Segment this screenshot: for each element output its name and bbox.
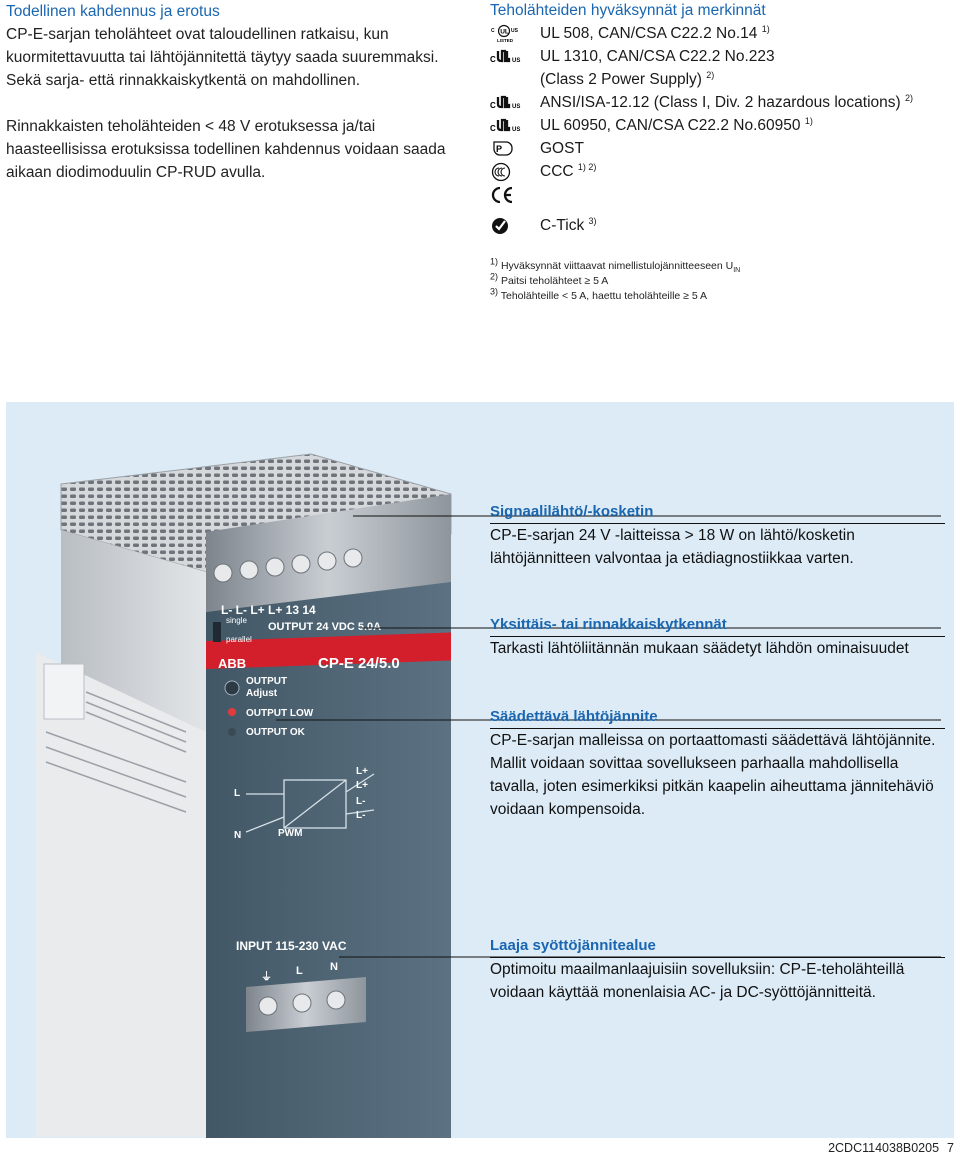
feature-text: Optimoitu maailmanlaajuisiin sovelluksiin: CP-E-teholähteillä voidaan käyttää monenlaisia AC- ja DC-syöttöjännitteitä. bbox=[490, 961, 905, 1001]
approval-note: 2) bbox=[706, 69, 715, 80]
feature-text: CP-E-sarjan 24 V -laitteissa > 18 W on lähtö/kosketin lähtöjännitteen valvontaa ja etädiagnostiikkaa varten. bbox=[490, 527, 855, 567]
approval-item bbox=[490, 45, 950, 68]
input-rating-label: INPUT 115-230 VAC bbox=[236, 939, 347, 953]
approvals-section bbox=[490, 0, 950, 304]
approval-text: CCC bbox=[540, 163, 574, 180]
svg-text:US: US bbox=[512, 58, 521, 64]
ccc-icon bbox=[490, 162, 524, 182]
footnote-number: 3) bbox=[490, 286, 499, 297]
diagram-output-label: L+ bbox=[356, 780, 368, 791]
ul-listed-text: LISTED bbox=[497, 38, 514, 43]
switch-single-label: single bbox=[226, 616, 247, 625]
input-terminal-label: N bbox=[330, 961, 338, 973]
approval-text: UL 60950, CAN/CSA C22.2 No.60950 bbox=[540, 117, 801, 134]
footnote-text: Hyväksynnät viittaavat nimellistulojännitteeseen U bbox=[500, 260, 734, 272]
product-panel bbox=[6, 402, 954, 1138]
intro-section bbox=[6, 0, 476, 184]
input-terminal-label: L bbox=[296, 965, 303, 977]
footnote-number: 2) bbox=[490, 271, 499, 282]
gost-letter: P bbox=[496, 144, 503, 154]
feature-text: Tarkasti lähtöliitännän mukaan säädetyt lähdön ominaisuudet bbox=[490, 640, 909, 657]
approval-item bbox=[490, 68, 950, 91]
approval-text: UL 508, CAN/CSA C22.2 No.14 bbox=[540, 25, 758, 42]
output-rating-label: OUTPUT 24 VDC 5.0A bbox=[268, 621, 382, 633]
redundancy-paragraph: Rinnakkaisten teholähteiden < 48 V erotuksessa ja/tai haasteellisissa erotuksissa todellinen kahdennus voidaan saada aikaan diodimoduulin CP-RUD avulla. bbox=[6, 118, 446, 181]
approval-note: 1) 2) bbox=[577, 161, 597, 172]
output-low-label: OUTPUT LOW bbox=[246, 708, 314, 719]
approval-item bbox=[490, 214, 950, 237]
svg-text:UL: UL bbox=[500, 28, 509, 36]
adjust-label-2: Adjust bbox=[246, 688, 278, 699]
approval-text: C-Tick bbox=[540, 217, 585, 234]
approval-item bbox=[490, 114, 950, 137]
feature-title: Laaja syöttöjännitealue bbox=[490, 935, 945, 958]
approval-item bbox=[490, 137, 950, 160]
feature-signal-output bbox=[490, 501, 945, 570]
approval-item bbox=[490, 22, 950, 45]
ul-listed-icon bbox=[490, 24, 524, 44]
model-label: CP-E 24/5.0 bbox=[318, 655, 400, 672]
ce-icon bbox=[490, 185, 524, 205]
document-number: 2CDC114038B0205 bbox=[828, 1141, 940, 1155]
footnote bbox=[490, 256, 950, 275]
diagram-output-label: L+ bbox=[356, 766, 368, 777]
gost-icon bbox=[490, 139, 524, 159]
footnote-subscript: IN bbox=[733, 267, 741, 275]
footnote-number: 1) bbox=[490, 256, 499, 267]
footnotes bbox=[490, 256, 950, 304]
svg-text:C: C bbox=[490, 55, 496, 64]
svg-text:US: US bbox=[512, 127, 521, 133]
approval-text: ANSI/ISA-12.12 (Class I, Div. 2 hazardous locations) bbox=[540, 94, 901, 111]
feature-text: CP-E-sarjan malleissa on portaattomasti säädettävä lähtöjännite. Mallit voidaan sovittaa sovellukseen parhaalla mahdollisella tavalla, joten esimerkiksi pitkän kaapelin aiheuttama jännitehäviö voidaan kompensoida. bbox=[490, 732, 936, 818]
top-terminal-labels: L- L- L+ L+ 13 14 bbox=[221, 603, 316, 617]
approval-note: 1) bbox=[804, 115, 813, 126]
diagram-n-label: N bbox=[234, 830, 242, 841]
approval-note: 1) bbox=[761, 23, 770, 34]
feature-adjustable-voltage bbox=[490, 706, 945, 821]
approval-item bbox=[490, 160, 950, 183]
feature-wide-input-range bbox=[490, 935, 945, 1004]
feature-title: Signaalilähtö/-kosketin bbox=[490, 501, 945, 524]
footnote-text: Paitsi teholähteet ≥ 5 A bbox=[500, 275, 609, 287]
approval-text: GOST bbox=[540, 140, 584, 157]
approvals-list bbox=[490, 22, 950, 237]
section-title: Todellinen kahdennus ja erotus bbox=[6, 3, 220, 20]
ul-us-mark: US bbox=[511, 28, 518, 34]
output-ok-label: OUTPUT OK bbox=[246, 727, 305, 738]
ul-recognized-icon bbox=[490, 47, 524, 67]
brand-logo: ABB bbox=[218, 656, 247, 671]
approval-text: (Class 2 Power Supply) bbox=[540, 71, 702, 88]
page-footer bbox=[828, 1141, 954, 1155]
footnote bbox=[490, 286, 950, 304]
input-terminal-label: ⏚ bbox=[261, 971, 272, 983]
intro-paragraph: CP-E-sarjan teholähteet ovat taloudellinen ratkaisu, kun kuormitettavuutta tai lähtöjännitettä täytyy saada suuremmaksi. Sekä sarja- että rinnakkaiskytkentä on mahdollinen. bbox=[6, 26, 439, 89]
svg-text:C: C bbox=[490, 124, 496, 133]
page-number: 7 bbox=[947, 1141, 954, 1155]
approvals-title: Teholähteiden hyväksynnät ja merkinnät bbox=[490, 2, 766, 19]
diagram-l-label: L bbox=[234, 788, 241, 799]
diagram-output-label: L- bbox=[356, 810, 366, 821]
approval-item bbox=[490, 183, 950, 206]
svg-text:US: US bbox=[512, 104, 521, 110]
c-tick-icon bbox=[490, 216, 524, 236]
approval-note: 2) bbox=[904, 92, 913, 103]
svg-text:C: C bbox=[490, 101, 496, 110]
approval-item bbox=[490, 91, 950, 114]
feature-title: Yksittäis- tai rinnakkaiskytkennät bbox=[490, 614, 945, 637]
feature-parallel-connection bbox=[490, 614, 945, 660]
feature-title: Säädettävä lähtöjännite bbox=[490, 706, 945, 729]
diagram-pwm-label: PWM bbox=[278, 828, 303, 839]
diagram-output-label: L- bbox=[356, 796, 366, 807]
approval-text: UL 1310, CAN/CSA C22.2 No.223 bbox=[540, 48, 775, 65]
approval-note: 3) bbox=[588, 215, 597, 226]
adjust-label-1: OUTPUT bbox=[246, 676, 288, 687]
ul-recognized-icon bbox=[490, 116, 524, 136]
switch-parallel-label: parallel bbox=[226, 635, 252, 644]
ul-recognized-icon bbox=[490, 93, 524, 113]
ul-c-mark: C bbox=[491, 28, 495, 34]
footnote-text: Teholähteille < 5 A, haettu teholähteille ≥ 5 A bbox=[500, 290, 708, 302]
